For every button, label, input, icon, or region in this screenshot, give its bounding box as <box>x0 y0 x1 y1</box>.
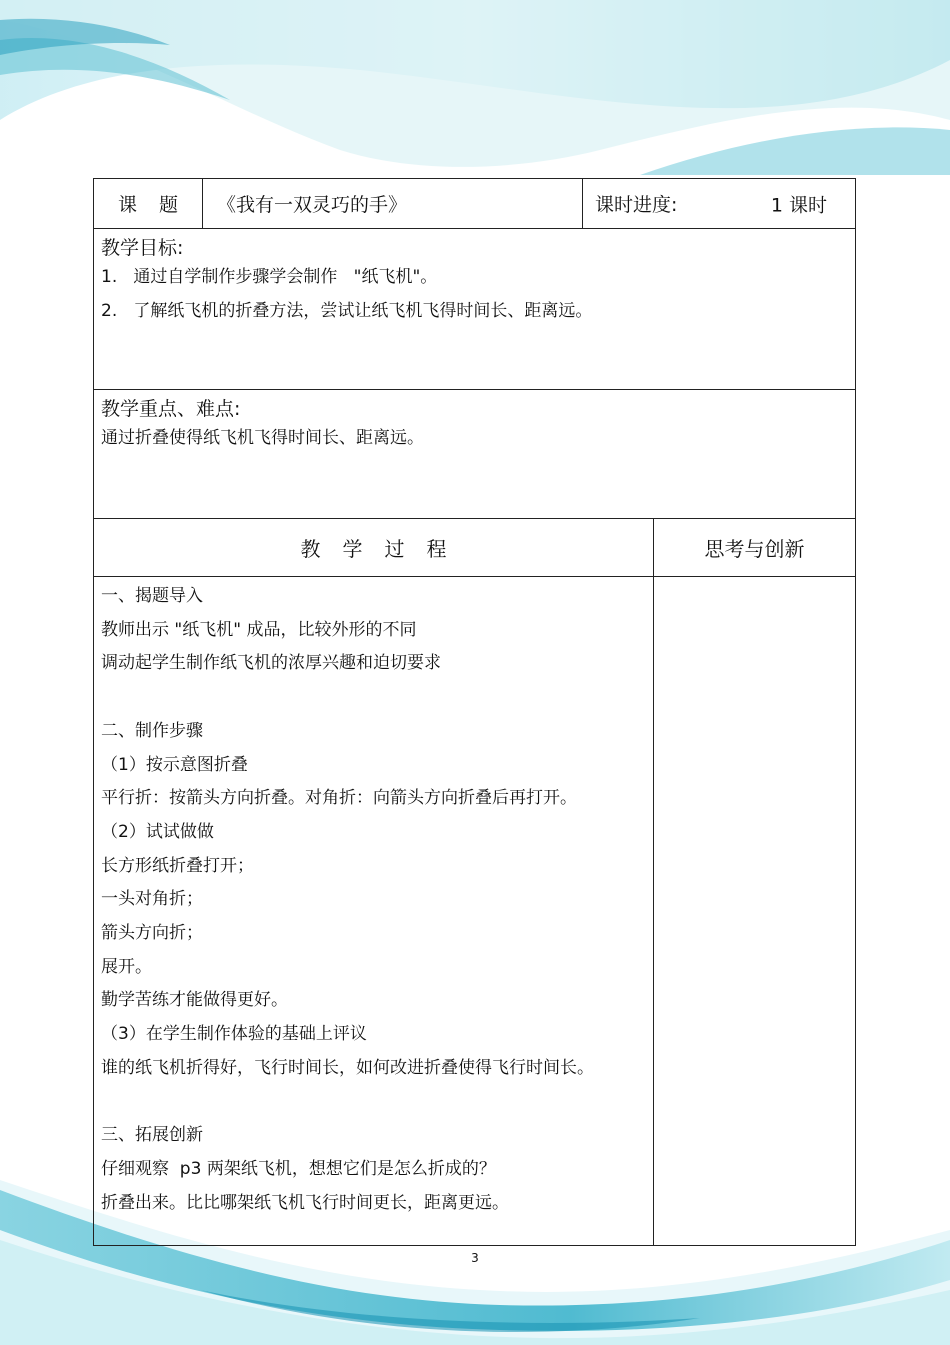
process-line <box>101 681 653 715</box>
key-points-heading: 教学重点、难点: <box>101 398 241 420</box>
process-lines <box>94 577 653 1220</box>
process-line: 一头对角折； <box>101 889 203 910</box>
progress-label: 课时进度: <box>595 194 678 216</box>
process-line: 勤学苦练才能做得更好。 <box>101 990 288 1011</box>
process-line: 二、制作步骤 <box>101 720 203 741</box>
process-line: 箭头方向折； <box>101 923 203 944</box>
goal-item: 2. 了解纸飞机的折叠方法，尝试让纸飞机飞得时间长、距离远。 <box>101 300 593 321</box>
process-line: （2）试试做做 <box>101 821 214 842</box>
process-line: 仔细观察 p3 两架纸飞机，想想它们是怎么折成的？ <box>101 1158 496 1179</box>
topic-label: 课题 <box>94 179 203 229</box>
process-line: 展开。 <box>101 956 152 977</box>
process-heading: 教学过程 <box>94 519 654 577</box>
goals-row <box>94 229 856 390</box>
process-line <box>101 1086 653 1120</box>
process-row <box>94 577 856 1246</box>
goals-heading: 教学目标: <box>101 237 184 259</box>
key-points-text: 通过折叠使得纸飞机飞得时间长、距离远。 <box>101 428 424 448</box>
goals-cell <box>94 229 856 390</box>
process-line: 一、揭题导入 <box>101 586 203 606</box>
lesson-table <box>93 178 856 1246</box>
process-line: 教师出示 "纸飞机" 成品，比较外形的不同 <box>101 619 417 640</box>
process-line: 长方形纸折叠打开； <box>101 855 254 876</box>
process-line: （3）在学生制作体验的基础上评议 <box>101 1024 367 1045</box>
process-header-row <box>94 519 856 577</box>
goal-item: 1. 通过自学制作步骤学会制作 "纸飞机"。 <box>101 267 438 287</box>
process-line: 折叠出来。比比哪架纸飞机飞行时间更长，距离更远。 <box>101 1192 509 1213</box>
process-line: （1）按示意图折叠 <box>101 754 248 775</box>
lesson-plan <box>93 178 855 1246</box>
progress-value: 1 课时 <box>770 194 827 216</box>
reflection-cell <box>654 577 856 1246</box>
key-points-cell <box>94 390 856 519</box>
page-number: 3 <box>471 1251 479 1265</box>
process-line: 平行折：按箭头方向折叠。对角折：向箭头方向折叠后再打开。 <box>101 788 577 809</box>
key-points-row <box>94 390 856 519</box>
reflection-heading: 思考与创新 <box>654 519 856 577</box>
process-line: 三、拓展创新 <box>101 1125 203 1146</box>
lesson-title: 《我有一双灵巧的手》 <box>203 179 583 229</box>
header-row <box>94 179 856 229</box>
process-line: 谁的纸飞机折得好，飞行时间长，如何改进折叠使得飞行时间长。 <box>101 1057 594 1078</box>
process-cell <box>94 577 654 1246</box>
progress-cell <box>583 179 856 229</box>
process-line: 调动起学生制作纸飞机的浓厚兴趣和迫切要求 <box>101 653 441 674</box>
